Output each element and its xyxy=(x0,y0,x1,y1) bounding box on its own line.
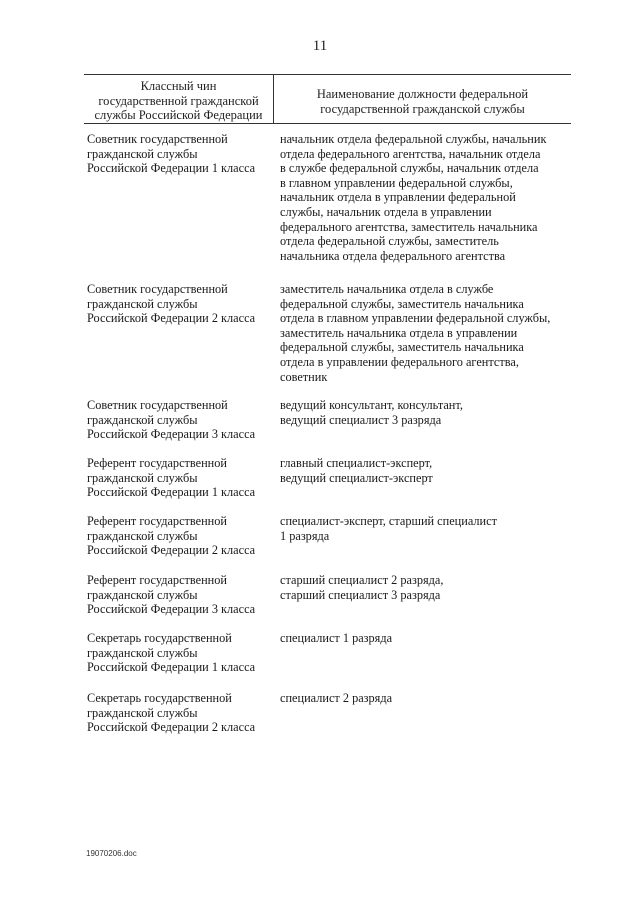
class-rank-line: гражданской службы xyxy=(87,470,198,485)
position-line: в главном управлении федеральной службы, xyxy=(280,175,513,190)
header-rank-line: службы Российской Федерации xyxy=(94,108,263,122)
position-cell xyxy=(280,456,572,485)
header-position-line: Наименование должности федеральной xyxy=(316,87,529,101)
position-line: специалист 2 разряда xyxy=(280,691,393,705)
position-line: в службе федеральной службы, начальник отдела xyxy=(280,161,539,176)
position-cell xyxy=(280,132,572,263)
header-rank-line: Классный чин xyxy=(140,79,217,93)
class-rank-line: гражданской службы xyxy=(87,587,198,602)
position-line: старший специалист 2 разряда, xyxy=(280,573,444,587)
position-line: 1 разряда xyxy=(280,528,330,543)
class-rank-line: гражданской службы xyxy=(87,296,198,311)
position-line: заместитель начальника отдела в службе xyxy=(280,282,494,296)
position-line: службы, начальник отдела в управлении xyxy=(280,204,492,219)
position-line: ведущий специалист 3 разряда xyxy=(280,412,442,427)
class-rank-line: Российской Федерации 2 класса xyxy=(87,311,256,326)
class-rank-cell xyxy=(87,573,273,617)
position-cell xyxy=(280,398,572,427)
position-cell xyxy=(280,691,572,706)
header-rank-column xyxy=(84,79,273,123)
position-line: федерального агентства, заместитель начальника xyxy=(280,219,538,234)
class-rank-cell xyxy=(87,456,273,500)
position-line: специалист 1 разряда xyxy=(280,631,393,645)
class-rank-cell xyxy=(87,132,273,176)
class-rank-line: Советник государственной xyxy=(87,282,228,296)
class-rank-line: Российской Федерации 2 класса xyxy=(87,720,256,735)
position-line: отдела федеральной службы, заместитель xyxy=(280,234,499,249)
header-rank-line: государственной гражданской xyxy=(98,93,259,108)
position-cell xyxy=(280,573,572,602)
position-line: заместитель начальника отдела в управлении xyxy=(280,325,518,340)
class-rank-line: гражданской службы xyxy=(87,645,198,660)
class-rank-cell xyxy=(87,282,273,326)
position-line: ведущий специалист-эксперт xyxy=(280,470,433,485)
position-line: отдела в управлении федерального агентства, xyxy=(280,354,519,369)
position-line: федеральной службы, заместитель начальника xyxy=(280,296,524,311)
class-rank-cell xyxy=(87,398,273,442)
position-line: ведущий консультант, консультант, xyxy=(280,398,463,412)
class-rank-line: Российской Федерации 3 класса xyxy=(87,602,256,617)
position-line: советник xyxy=(280,369,328,384)
class-rank-line: Российской Федерации 1 класса xyxy=(87,485,256,500)
table-top-rule xyxy=(84,74,571,75)
class-rank-line: гражданской службы xyxy=(87,528,198,543)
position-line: специалист-эксперт, старший специалист xyxy=(280,514,497,528)
class-rank-line: Секретарь государственной xyxy=(87,631,232,645)
class-rank-line: гражданской службы xyxy=(87,705,198,720)
class-rank-line: Референт государственной xyxy=(87,456,227,470)
position-cell xyxy=(280,514,572,543)
position-line: начальника отдела федерального агентства xyxy=(280,248,506,263)
position-cell xyxy=(280,282,572,384)
position-line: старший специалист 3 разряда xyxy=(280,587,441,602)
class-rank-line: Референт государственной xyxy=(87,514,227,528)
class-rank-line: Российской Федерации 1 класса xyxy=(87,660,256,675)
position-line: отдела федерального агентства, начальник отдела xyxy=(280,146,541,161)
class-rank-line: гражданской службы xyxy=(87,412,198,427)
header-bottom-rule xyxy=(84,123,571,124)
class-rank-line: Советник государственной xyxy=(87,132,228,146)
class-rank-line: Российской Федерации 3 класса xyxy=(87,427,256,442)
class-rank-cell xyxy=(87,631,273,675)
header-position-column xyxy=(274,87,571,116)
class-rank-cell xyxy=(87,691,273,735)
position-line: федеральной службы, заместитель начальника xyxy=(280,340,524,355)
position-line: начальник отдела федеральной службы, начальник xyxy=(280,132,547,146)
position-line: начальник отдела в управлении федеральной xyxy=(280,190,516,205)
class-rank-line: Российской Федерации 1 класса xyxy=(87,161,256,176)
header-position-line: государственной гражданской службы xyxy=(320,101,525,116)
file-name: 19070206.doc xyxy=(86,849,137,858)
position-line: главный специалист-эксперт, xyxy=(280,456,433,470)
class-rank-cell xyxy=(87,514,273,558)
position-line: отдела в главном управлении федеральной службы, xyxy=(280,311,551,326)
class-rank-line: гражданской службы xyxy=(87,146,198,161)
class-rank-line: Советник государственной xyxy=(87,398,228,412)
class-rank-line: Секретарь государственной xyxy=(87,691,232,705)
position-cell xyxy=(280,631,572,646)
class-rank-line: Российской Федерации 2 класса xyxy=(87,543,256,558)
page-number: 11 xyxy=(312,38,328,54)
class-rank-line: Референт государственной xyxy=(87,573,227,587)
